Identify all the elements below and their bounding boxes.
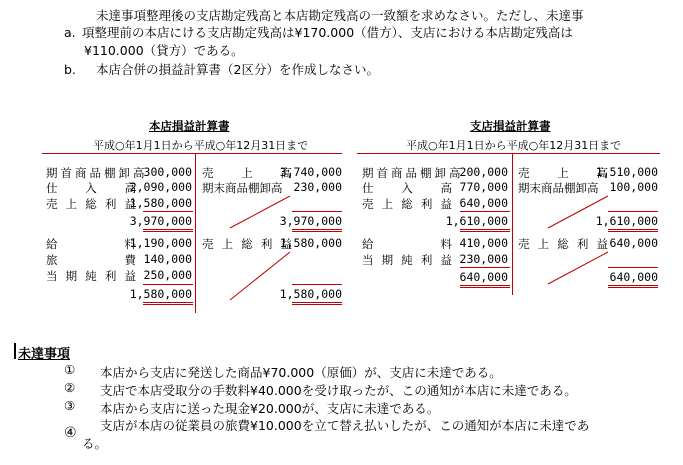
question-b-label: b. [64, 62, 76, 77]
honten-debit-value: 1,190,000 [129, 236, 192, 250]
honten-credit-value: 230,000 [293, 180, 342, 194]
honten-credit-total: 3,970,000 [279, 214, 342, 228]
honten-debit-value: 1,580,000 [129, 196, 192, 210]
honten-credit-value: 1,580,000 [279, 236, 342, 250]
shiten-debit-value: 770,000 [459, 180, 508, 194]
shiten-debit-value: 640,000 [459, 196, 508, 210]
shiten-debit-label: 期首商品棚卸高 [362, 166, 464, 180]
honten-debit-value: 2,090,000 [129, 180, 192, 194]
shiten-credit-value: 1,510,000 [595, 165, 658, 179]
mitatsu-item-text-cont: る。 [82, 436, 108, 451]
mitatsu-item-text: 本店から支店に送った現金¥20.000が、支店に未達である。 [100, 401, 440, 416]
honten-debit-label: 当期純利益 [46, 269, 136, 283]
shiten-strike-line [548, 196, 608, 228]
shiten-debit-label: 当期純利益 [362, 253, 452, 267]
shiten-debit-label: 売上総利益 [362, 197, 452, 211]
honten-debit-value: 250,000 [143, 268, 192, 282]
honten-strike-line [230, 196, 290, 228]
shiten-period: 平成○年1月1日から平成○年12月31日まで [406, 139, 622, 152]
shiten-debit-value: 230,000 [459, 252, 508, 266]
shiten-debit-value: 200,000 [459, 165, 508, 179]
shiten-credit-label: 売上総利益 [518, 237, 608, 251]
question-a-label: a. [64, 25, 76, 40]
shiten-debit-value: 410,000 [459, 236, 508, 250]
shiten-debit-label: 仕入高 [362, 181, 452, 195]
shiten-credit-total: 1,610,000 [595, 214, 658, 228]
honten-credit-label: 売上総利益 [202, 237, 292, 251]
honten-debit-value: 300,000 [143, 165, 192, 179]
honten-debit-label: 給料 [46, 237, 136, 251]
honten-debit-label: 期首商品棚卸高 [46, 166, 148, 180]
honten-debit-value: 140,000 [143, 252, 192, 266]
honten-strike-line [230, 252, 290, 300]
question-a-line3: ¥110.000（貸方）である。 [84, 43, 244, 58]
honten-credit-total: 1,580,000 [279, 287, 342, 301]
question-a-line1: 未達事項整理後の支店勘定残高と本店勘定残高の一致額を求めなさい。ただし、未達事 [96, 8, 584, 23]
honten-debit-label: 旅費 [46, 253, 136, 267]
honten-debit-total: 1,580,000 [129, 287, 192, 301]
honten-credit-value: 3,740,000 [279, 165, 342, 179]
mitatsu-item-text: 支店が本店の従業員の旅費¥10.000を立て替え払いしたが、この通知が本店に未達であ [100, 418, 590, 433]
question-b-text: 本店合併の損益計算書（2区分）を作成しなさい。 [96, 62, 379, 77]
honten-title: 本店損益計算書 [149, 119, 230, 133]
shiten-debit-total: 1,610,000 [445, 214, 508, 228]
honten-credit-label: 売上高 [202, 166, 292, 180]
shiten-debit-total: 640,000 [459, 270, 508, 284]
mitatsu-item-mark: ③ [64, 398, 76, 413]
honten-credit-label: 期末商品棚卸高 [202, 181, 283, 195]
shiten-credit-value: 640,000 [609, 236, 658, 250]
shiten-credit-label: 売上高 [518, 166, 608, 180]
honten-period: 平成○年1月1日から平成○年12月31日まで [93, 139, 309, 152]
honten-debit-label: 仕入高 [46, 181, 136, 195]
honten-debit-label: 売上総利益 [46, 197, 136, 211]
question-a-line2: 項整理前の本店にける支店勘定残高は¥170.000（借方）、支店における本店勘定残高は [82, 25, 573, 40]
shiten-strike-line [548, 252, 608, 284]
shiten-debit-label: 給料 [362, 237, 452, 251]
honten-debit-total: 3,970,000 [129, 214, 192, 228]
mitatsu-item-mark: ④ [64, 425, 77, 441]
mitatsu-item-text: 本店から支店に発送した商品¥70.000（原価）が、支店に未達である。 [100, 365, 502, 380]
mitatsu-item-mark: ② [64, 380, 76, 395]
shiten-credit-total: 640,000 [609, 270, 658, 284]
shiten-title: 支店損益計算書 [470, 119, 551, 133]
shiten-credit-value: 100,000 [609, 180, 658, 194]
mitatsu-heading: 未達事項 [18, 347, 71, 362]
mitatsu-item-mark: ① [64, 362, 76, 377]
shiten-credit-label: 期末商品棚卸高 [518, 181, 599, 195]
mitatsu-item-text: 支店で本店受取分の手数料¥40.000を受け取ったが、この通知が本店に未達である。 [100, 383, 577, 398]
